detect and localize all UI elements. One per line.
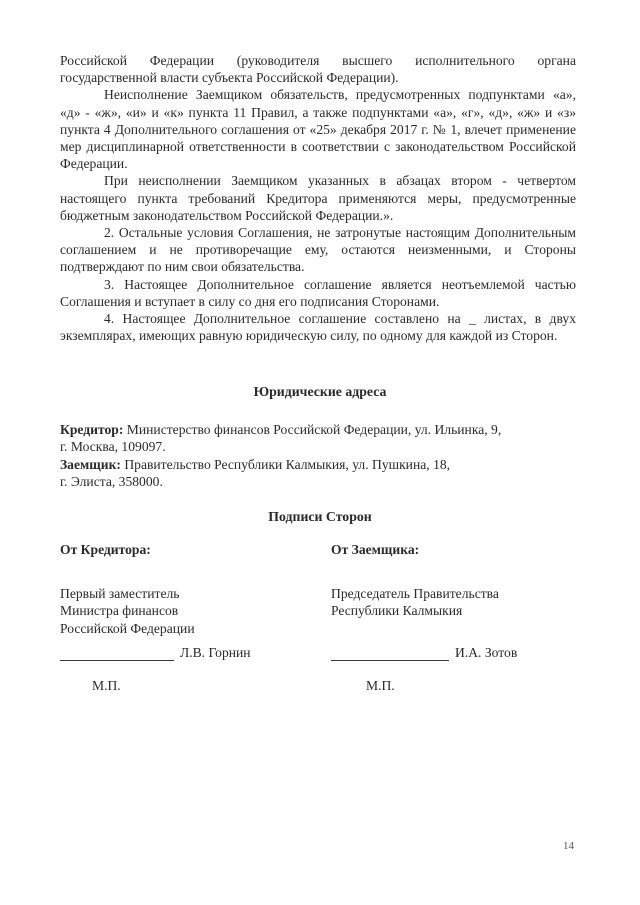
signature-blank xyxy=(60,649,174,661)
borrower-address xyxy=(60,456,580,490)
creditor-signature-block xyxy=(60,541,290,637)
agreement-body xyxy=(60,52,576,344)
creditor-address xyxy=(60,421,580,455)
creditor-signatory: Л.В. Горнин xyxy=(180,645,251,660)
borrower-heading: От Заемщика: xyxy=(331,542,420,557)
page-number: 14 xyxy=(563,840,574,852)
borrower-label: Заемщик: xyxy=(60,457,121,472)
position-line: Председатель Правительства xyxy=(331,586,499,602)
borrower-position xyxy=(331,585,561,619)
creditor-address-line1: Министерство финансов Российской Федерации, ул. Ильинка, 9, xyxy=(126,422,502,437)
paragraph: 2. Остальные условия Соглашения, не затронутые настоящим Дополнительным соглашением и не противоречащие ему, остаются неизменными, и Стороны подтверждают по ним свои обязательства. xyxy=(60,225,576,275)
position-line: Российской Федерации xyxy=(60,620,195,636)
creditor-label: Кредитор: xyxy=(60,422,124,437)
paragraph: Российской Федерации (руководителя высшего исполнительного органа государственной власти субъекта Российской Федерации). xyxy=(60,53,576,86)
creditor-address-line2: г. Москва, 109097. xyxy=(60,439,166,455)
creditor-position xyxy=(60,585,290,637)
borrower-signature-block xyxy=(331,541,561,620)
position-line: Первый заместитель xyxy=(60,586,180,602)
paragraph: Неисполнение Заемщиком обязательств, предусмотренных подпунктами «а», «д» - «ж», «и» и «к» пункта 11 Правил, а также подпунктами «а», «г», «д», «ж» и «з» пункта 4 Дополнительного соглашения от «25» декабря 2017 г. № 1, влечет применение мер дисциплинарной ответственности в соответствии с законодательством Российской Федерации. xyxy=(60,87,576,172)
legal-addresses-title: Юридические адреса xyxy=(253,384,387,399)
borrower-address-line2: г. Элиста, 358000. xyxy=(60,474,163,490)
borrower-signatory: И.А. Зотов xyxy=(455,645,518,660)
paragraph: При неисполнении Заемщиком указанных в абзацах втором - четвертом настоящего пункта требований Кредитора применяются меры, предусмотренные бюджетным законодательством Российской Федерации.». xyxy=(60,173,576,223)
position-line: Республики Калмыкия xyxy=(331,603,463,619)
borrower-signature-line xyxy=(331,644,517,661)
creditor-signature-line xyxy=(60,644,251,661)
signatures-title: Подписи Сторон xyxy=(268,509,372,524)
creditor-stamp-place: М.П. xyxy=(92,678,121,693)
borrower-stamp-place: М.П. xyxy=(366,678,395,693)
paragraph: 4. Настоящее Дополнительное соглашение составлено на _ листах, в двух экземплярах, имеющих равную юридическую силу, по одному для каждой из Сторон. xyxy=(60,311,576,344)
borrower-address-line1: Правительство Республики Калмыкия, ул. Пушкина, 18, xyxy=(124,457,451,472)
creditor-heading: От Кредитора: xyxy=(60,542,151,557)
position-line: Министра финансов xyxy=(60,603,179,619)
paragraph: 3. Настоящее Дополнительное соглашение является неотъемлемой частью Соглашения и вступает в силу со дня его подписания Сторонами. xyxy=(60,276,576,309)
signature-blank xyxy=(331,649,449,661)
